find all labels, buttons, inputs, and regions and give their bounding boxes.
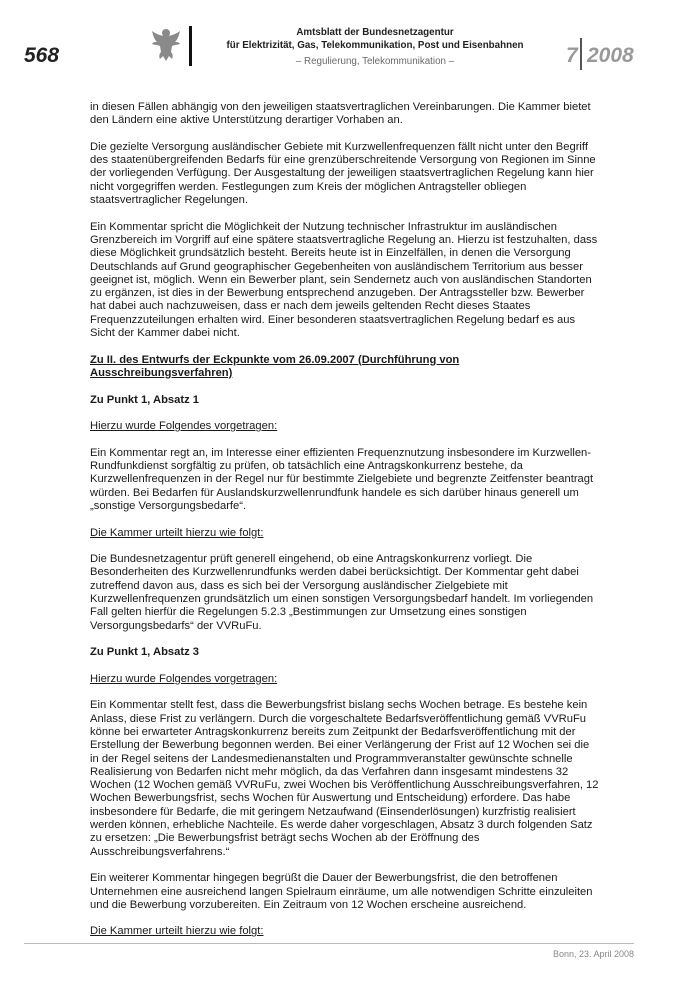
ruling-label: Die Kammer urteilt hierzu wie folgt: [90, 925, 264, 938]
submission-label: Hierzu wurde Folgendes vorgetragen: [90, 420, 278, 433]
header-title-line1: Amtsblatt der Bundesnetzagentur [296, 27, 454, 38]
ruling-label: Die Kammer urteilt hierzu wie folgt: [90, 526, 264, 539]
submission-label: Hierzu wurde Folgendes vorgetragen: [90, 672, 278, 685]
issue-divider [580, 38, 582, 70]
paragraph: Die Bundesnetzagentur prüft generell eingehend, ob eine Antragskonkurrenz vorliegt. Die Besonderheiten des Kurzwellenrundfunks werden dabei berücksichtigt. Der Kommentar geht dabei zutreffend davon aus, dass es sich bei der Versorgung ausländischer Zielgebiete mit Kurzwellenfrequenzen grundsätzlich um einen sonstigen Versorgungsbedarf handelt. Im vorliegenden Fall gelten hierfür die Regelungen 5.2.3 „Bestimmungen zur Umsetzung eines sonstigen Versorgungsbedarfs“ der VVRuFu. [90, 553, 594, 632]
page-number: 568 [24, 44, 60, 67]
footer-date: Bonn, 23. April 2008 [552, 949, 634, 959]
subsection-heading: Zu Punkt 1, Absatz 3 [90, 646, 199, 659]
paragraph: in diesen Fällen abhängig von den jeweiligen staatsvertraglichen Vereinbarungen. Die Kammer bietet den Ländern eine aktive Unterstützung derartiger Vorhaben an. [90, 101, 591, 127]
issue-number: 7 [566, 44, 578, 67]
section-heading: Zu II. des Entwurfs der Eckpunkte vom 26.09.2007 (Durchführung von Ausschreibungsverfahren) [90, 353, 460, 379]
header-title-line2: für Elektrizität, Gas, Telekommunikation, Post und Eisenbahnen [226, 39, 524, 51]
federal-eagle-icon [150, 26, 182, 66]
subsection-heading: Zu Punkt 1, Absatz 1 [90, 393, 199, 406]
paragraph: Die gezielte Versorgung ausländischer Gebiete mit Kurzwellenfrequenzen fällt nicht unter den Begriff des staatenübergreifenden Bedarfs für eine grenzüberschreitende Versorgung von Regionen im Sinne der vorliegenden Verfügung. Der Ausgestaltung der jeweiligen staatsvertraglichen Regelung kann hier nicht vorgegriffen werden. Festlegungen zum Kreis der möglichen Antragsteller obliegen staatsvertraglicher Regelungen. [90, 140, 596, 207]
header-subtitle: – Regulierung, Telekommunikation – [295, 56, 455, 67]
issue-year: 2008 [587, 44, 634, 67]
footer-divider [24, 943, 634, 944]
paragraph: Ein weiterer Kommentar hingegen begrüßt die Dauer der Bewerbungsfrist, die den betroffenen Unternehmen eine ausreichend langen Spielraum einräume, um alle notwendigen Schritte einzuleiten und die Bewerbung vorzubereiten. Ein Zeitraum von 12 Wochen erscheine ausreichend. [90, 872, 593, 911]
document-body [90, 101, 600, 952]
paragraph: Ein Kommentar regt an, im Interesse einer effizienten Frequenznutzung insbesondere im Kurzwellen-Rundfunkdienst sorgfältig zu prüfen, ob tatsächlich eine Antragskonkurrenz bestehe, da Kurzwellenfrequenzen in der Regel nur für bestimmte Zielgebiete und begrenzte Zeitfenster beantragt würden. Bei Bedarfen für Auslandskurzwellenrundfunk handele es sich darüber hinaus generell um „sonstige Versorgungsbedarfe“. [90, 446, 594, 512]
paragraph: Ein Kommentar stellt fest, dass die Bewerbungsfrist bislang sechs Wochen betrage. Es bestehe kein Anlass, diese Frist zu verlängern. Durch die vorgeschaltete Bedarfsveröffentlichung gemäß VVRuFu könne bei erwarteter Antragskonkurrenz bereits zum Zeitpunkt der Bedarfsveröffentlichung mit der Erstellung der Bewerbung begonnen werden. Bei einer Verlängerung der Frist auf 12 Wochen sei die in der Regel seitens der Landesmedienanstalten und Programmveranstalter gewünschte schnelle Realisierung von Bedarfen nicht mehr möglich, da das Verfahren dann insgesamt mindestens 32 Wochen (12 Wochen gemäß VVRuFu, zwei Wochen bis Veröffentlichung Ausschreibungsverfahren, 12 Wochen Bewerbungsfrist, sechs Wochen für Auswertung und Entscheidung) erfordere. Das habe insbesondere für Bedarfe, die mit geringem Netzaufwand (Einsenderlösungen) kurzfristig realisiert werden können, erhebliche Nachteile. Es werde daher vorgeschlagen, Absatz 3 durch folgenden Satz zu ersetzen: „Die Bewerbungsfrist beträgt sechs Wochen ab der Eröffnung des Ausschreibungsverfahrens.“ [90, 699, 599, 858]
header-block [205, 27, 545, 68]
header-divider [189, 26, 192, 66]
paragraph: Ein Kommentar spricht die Möglichkeit der Nutzung technischer Infrastruktur im ausländischen Grenzbereich im Vorgriff auf eine spätere staatsvertragliche Regelung an. Hierzu ist festzuhalten, dass diese Möglichkeit grundsätzlich besteht. Bereits heute ist in Einzelfällen, in denen die Versorgung Deutschlands auf Grund geographischer Gegebenheiten von ausländischem Territorium aus besser geeignet ist, möglich. Wenn ein Bewerber plant, sein Sendernetz auch von ausländischen Standorten zu ergänzen, ist dies in der Bewerbung entsprechend anzugeben. Der Antragssteller bzw. Bewerber hat dabei auch nachzuweisen, dass er nach dem jeweils geltenden Recht dieses Staates Frequenzzuteilungen erhalten wird. Einer besonderen staatsvertraglichen Regelung bedarf es aus Sicht der Kammer dabei nicht. [90, 220, 598, 340]
